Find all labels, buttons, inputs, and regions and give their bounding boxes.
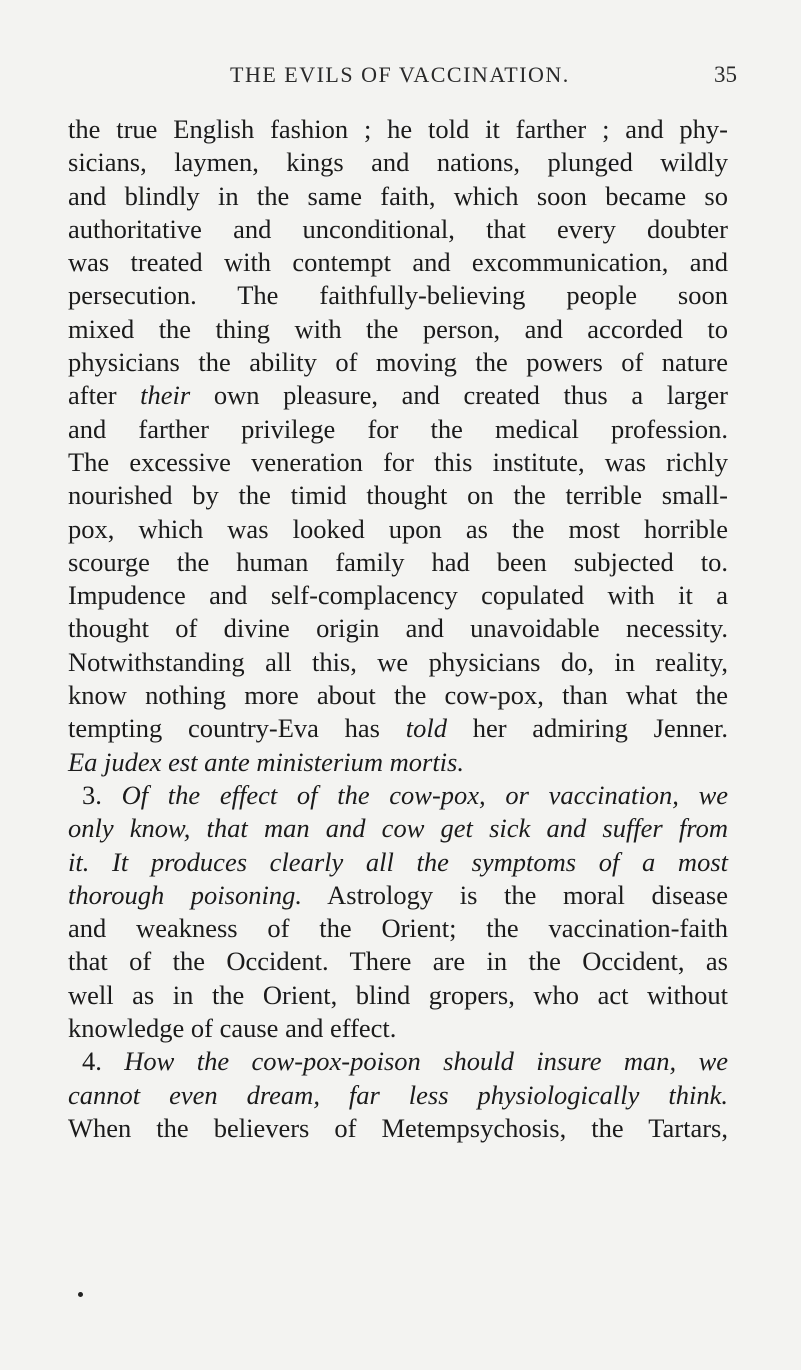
text-line: The excessive veneration for this institute, was richly xyxy=(68,446,728,477)
text-line: thorough poisoning. Astrology is the moral disease xyxy=(68,879,728,910)
text-line: When the believers of Metempsychosis, the Tartars, xyxy=(68,1112,728,1143)
text-line: was treated with contempt and excommunication, and xyxy=(68,247,728,278)
text-line: nourished by the timid thought on the terrible small- xyxy=(68,480,728,511)
running-title: THE EVILS OF VACCINATION. xyxy=(230,62,570,87)
latin-phrase: Ea judex est ante ministerium mortis. xyxy=(68,746,464,777)
text-line: and blindly in the same faith, which soon became so xyxy=(68,180,728,211)
text-line: only know, that man and cow get sick and suffer from xyxy=(68,813,728,844)
text-line: physicians the ability of moving the powers of nature xyxy=(68,347,728,378)
text-line: thought of divine origin and unavoidable necessity. xyxy=(68,613,728,644)
text-line: that of the Occident. There are in the Occident, as xyxy=(68,946,728,977)
emphasis: their xyxy=(140,380,191,411)
text-line: and farther privilege for the medical profession. xyxy=(68,413,728,444)
text-line: persecution. The faithfully-believing people soon xyxy=(68,280,728,311)
text-line: Notwithstanding all this, we physicians do, in reality, xyxy=(68,646,728,677)
emphasis: told xyxy=(405,713,447,744)
text-line: knowledge of cause and effect. xyxy=(68,1013,397,1044)
page-number: 35 xyxy=(714,62,737,87)
ink-speck xyxy=(78,1292,83,1297)
text-line: the true English fashion ; he told it farther ; and phy- xyxy=(68,114,728,144)
body-text xyxy=(68,113,728,1145)
running-head xyxy=(0,62,801,92)
numbered-paragraph-4: 4. How the cow-pox-poison should insure man, we xyxy=(82,1046,729,1077)
text-line: after their own pleasure, and created thus a larger xyxy=(68,380,728,411)
text-line: well as in the Orient, blind gropers, who act without xyxy=(68,979,728,1010)
text-line: know nothing more about the cow-pox, than what the xyxy=(68,680,728,711)
text-line: sicians, laymen, kings and nations, plunged wildly xyxy=(68,147,728,178)
text-line: Impudence and self-complacency copulated with it a xyxy=(68,580,728,611)
text-line: mixed the thing with the person, and accorded to xyxy=(68,313,728,344)
text-line: pox, which was looked upon as the most horrible xyxy=(68,513,728,544)
numbered-paragraph-3: 3. Of the effect of the cow-pox, or vaccination, we xyxy=(82,779,729,810)
text-line: cannot even dream, far less physiologically think. xyxy=(68,1079,728,1110)
text-line: authoritative and unconditional, that every doubter xyxy=(68,213,728,244)
text-line: tempting country-Eva has told her admiring Jenner. xyxy=(68,713,728,744)
text-line: scourge the human family had been subjected to. xyxy=(68,546,728,577)
text-line: and weakness of the Orient; the vaccination-faith xyxy=(68,913,728,944)
text-line: it. It produces clearly all the symptoms of a most xyxy=(68,846,728,877)
